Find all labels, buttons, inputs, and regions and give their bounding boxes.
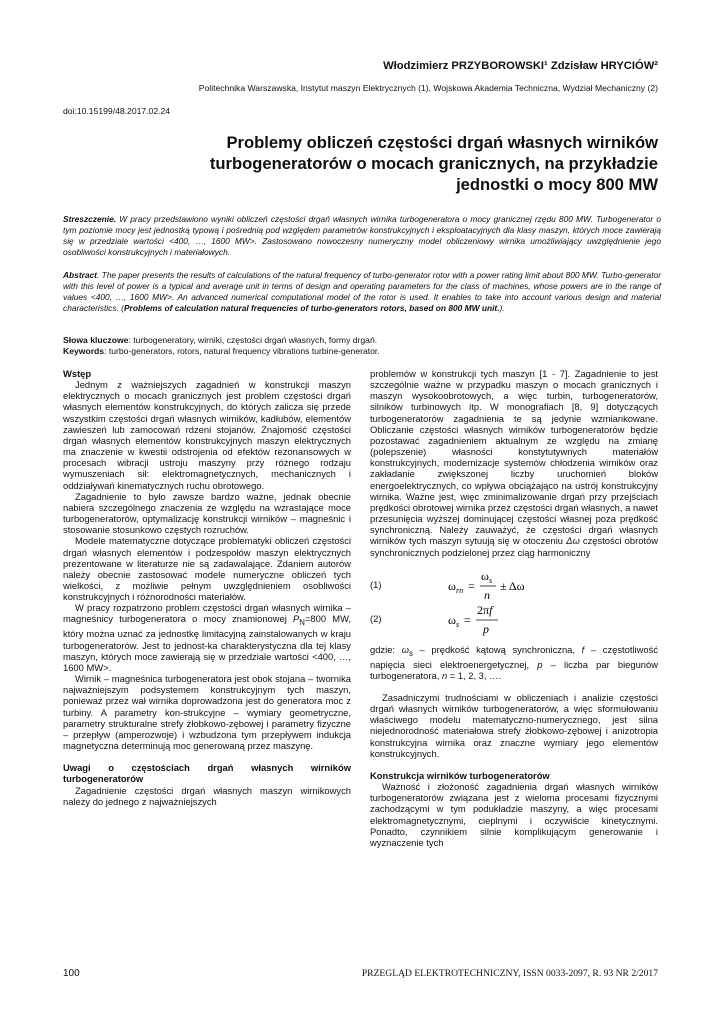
svg-text:± Δω: ± Δω	[500, 578, 525, 593]
svg-text:ω: ω	[448, 612, 456, 627]
subscript: s	[408, 648, 413, 658]
abstract-english-title: Problems of calculation natural frequencies of turbo-generators rotors, based on 800 MW unit.	[123, 303, 500, 314]
keywords-polish-text: : turbogeneratory, wirniki, częstości drgań własnych, formy drgań.	[128, 335, 378, 345]
keywords-english-label: Keywords	[63, 346, 105, 356]
svg-text:s: s	[456, 619, 460, 629]
svg-text:=: =	[468, 578, 475, 593]
symbol: ω	[401, 643, 409, 655]
paragraph: Wirnik – magneśnica turbogeneratora jest obok stojana – twornika najważniejszym podsystemem konstrukcyjnym tych maszyn, ponieważ przez wał wirnika doprowadzona jest do generatora moc z turbiny. A parametry kon-strukcyjne – wymiary geometryczne, parametry strukturalne strefy żłobkowo-zębowej i parametry fizyczne – przepływ (amperozwoje) i wzbudzona tym przepływem indukcja magnetyczna determinują moc generowaną przez maszynę.	[63, 673, 351, 752]
equation-2	[370, 602, 658, 636]
title-line: turbogeneratorów o mocach granicznych, na przykładzie	[209, 154, 658, 173]
svg-text:ω: ω	[448, 578, 456, 593]
keywords-english-text: : turbo-generators, rotors, natural frequency vibrations turbine-generator.	[104, 346, 380, 356]
text-run: częstości obrotów synchronicznych podzielonej przez ciąg harmoniczny	[370, 535, 658, 558]
page-number: 100	[63, 968, 80, 979]
abstract-english-label: Abstract	[63, 270, 97, 280]
paragraph: Jednym z ważniejszych zagadnień w konstrukcji maszyn elektrycznych o mocach granicznych jest problem częstości drgań własnych elementów konstrukcyjnych, do których zalicza się przede wszystkim częstości drgań własnych wirników, kadłubów, elementów zawieszeń lub zamocowań rdzeni stojanów. Znajomość częstości drgań własnych elementów konstrukcyjnych maszyn elektrycznych ma znaczenie w kwestii odstrojenia od efektów rezonansowych w procesach wibracji ustroju maszyny przy różnego rodzaju wymuszeniach sił: elektromagnetycznych, mechanicznych i oddziaływań kinematycznych ruchu obrotowego.	[63, 379, 351, 491]
equation-2-formula	[444, 602, 564, 636]
abstract-polish-text: W pracy przedstawiono wyniki obliczeń częstości drgań własnych wirnika turbogeneratora o mocy granicznej rzędu 800 MW. Turbogenerator o tym poziomie mocy jest jednostką typową i pośrednią pod względem parametrów konstrukcyjnych i eksploatacyjnych dla klasy maszyn, których moce zawierają się w przedziale wartości <400, …, 1600 MW>. Zastosowano nowoczesny numeryczny model obliczeniowy wirnika umożliwiający uwzględnienie jego osobliwości konstrukcyjnych i materiałowych.	[63, 214, 661, 258]
left-column	[63, 368, 351, 807]
svg-text:rn: rn	[456, 585, 464, 595]
title-line: Problemy obliczeń częstości drgań własnych wirników	[226, 133, 658, 152]
text-run: gdzie:	[370, 643, 402, 655]
keywords-polish	[63, 335, 377, 345]
equation-1-formula	[444, 568, 564, 602]
paragraph	[370, 368, 658, 558]
svg-text:=: =	[464, 612, 471, 627]
equation-number: (1)	[370, 578, 382, 590]
paragraph: Zagadnienie częstości drgań własnych maszyn wirnikowych należy do jednego z najważniejszych	[63, 784, 351, 807]
affiliations: Politechnika Warszawska, Instytut maszyn Elektrycznych (1), Wojskowa Akademia Techniczna, Wydział Mechaniczny (2)	[198, 83, 658, 93]
abstract-polish	[63, 214, 661, 258]
paragraph: Zagadnienie to było zawsze bardzo ważne, jednak obecnie nabiera szczególnego znaczenia ze względu na wzrastające moce turbogeneratorów, optymalizację konstrukcji wirników – magneśnic i stosowanie stosunkowo częstych rozruchów.	[63, 490, 351, 536]
text-run: = 1, 2, 3, ….	[447, 669, 502, 681]
section-heading-wstep: Wstęp	[63, 368, 92, 379]
text-run: – częstotliwość napięcia sieci elektroenergetycznej,	[370, 643, 659, 670]
symbol: f	[581, 643, 585, 655]
paragraph: Modele matematyczne dotyczące problematyki obliczeń częstości drgań własnych elementów i podzespołów maszyn elektrycznych prezentowane w literaturze nie są zadawalające. Zdaniem autorów należy obecnie zastosować modele numeryczne obliczeń tych wielkości, z możliwie pełnym uwzględnieniem osobliwości konstrukcyjnych i różnorodności materiałów.	[63, 535, 351, 603]
symbol: n	[441, 669, 448, 681]
keywords-polish-label: Słowa kluczowe	[63, 335, 129, 345]
svg-text:p: p	[483, 621, 489, 636]
equation-number: (2)	[370, 612, 382, 624]
authors: Włodzimierz PRZYBOROWSKI¹ Zdzisław HRYCIÓW²	[383, 60, 658, 72]
svg-text:ω: ω	[481, 568, 489, 583]
journal-footer: PRZEGLĄD ELEKTROTECHNICZNY, ISSN 0033-2097, R. 93 NR 2/2017	[361, 968, 658, 979]
doi: doi:10.15199/48.2017.02.24	[63, 106, 171, 116]
symbol: P	[293, 613, 300, 625]
abstract-english-end: ).	[499, 303, 505, 314]
symbol: Δω	[566, 535, 580, 547]
title-line: jednostki o mocy 800 MW	[456, 175, 658, 194]
svg-text:n: n	[484, 587, 490, 602]
abstract-english	[63, 270, 661, 314]
paragraph: Ważność i złożoność zagadnienia drgań własnych wirników turbogeneratorów związana jest z wieloma procesami fizycznymi zachodzącymi w tym podukładzie maszyny, a więc procesami elektromagnetycznymi, cieplnymi i oczywiście kinetycznymi. Ponadto, czynnikiem silnie komplikującym generowanie i wyznaczenie tych	[370, 781, 658, 848]
abstract-polish-label: Streszczenie.	[63, 214, 117, 224]
right-column	[370, 368, 658, 848]
paragraph: Zasadniczymi trudnościami w obliczeniach i analizie częstości drgań własnych wirników turbogeneratorów, a więc sformułowaniu właściwego modelu matematyczno-numerycznego, jest silna niejednorodność materiałowa strefy żłobkowo-zębowej i anizotropia konstrukcyjna wirnika oraz znaczne wymiary jego elementów konstrukcyjnych.	[370, 692, 658, 759]
equation-1	[370, 568, 658, 602]
svg-text:s: s	[489, 575, 493, 585]
text-run: problemów w konstrukcji tych maszyn [1 - 7]. Zagadnienie to jest szczególnie ważne w przypadku maszyn o mocach granicznych i maszyn wysokoobrotowych, a więc turbin, turbogeneratorów, silników turbinowych itp. W monografiach [8, 9] dotyczących turbogeneratorów zagadnienia te są jedynie wzmiankowane. Obliczanie częstości własnych wirników turbogeneratorów będzie pozostawać zagadnieniem aktualnym ze względu na zmianę (polepszenie) własności konstytutywnych materiałów konstrukcyjnych, modernizacje systemów chłodzenia wirników oraz zakładanie zwiększonej liczby uruchomień bloków energoelektrycznych, co wpływa obciążająco na ustrój konstrukcyjny wirnika. Ważne jest, więc zminimalizowanie drgań przy przejściach prędkości obrotowej wirnika przez częstości drgań własnych, a nawet przesunięcia wyższej dominującej częstości własnej poza prędkość synchroniczną. Należy zauważyć, że częstości drgań własnych wirników tych maszyn sytuują się w otoczeniu	[370, 368, 658, 547]
keywords-english	[63, 346, 380, 356]
text-run: =800 MW, który można uznać za jednostkę limitacyjną zainstalowanych w kraju turbogeneratorów. Jest to jednost-ka charakterystyczna dla tej klasy maszyn, których moce zawierają się w przedziale wartości <400, …, 1600 MW>.	[63, 613, 352, 673]
section-heading-konstrukcja: Konstrukcja wirników turbogeneratorów	[370, 769, 550, 781]
text-run: W pracy rozpatrzono problem częstości drgań własnych wirnika – magneśnicy turbogeneratora o mocy znamionowej	[63, 602, 351, 625]
abstract-english-text: . The paper presents the results of calculations of the natural frequency of turbo-generator rotor with a power rating limit about 800 MW. Turbo-generator with this level of power is a typical and average unit in terms of design and operating parameters for the class of machines, whose powers are in the range of values <400, …, 1600 MW>. An advanced numerical computational model of the rotor is used. It enables to take into account various design and material characteristics. (	[63, 270, 661, 314]
section-heading-uwagi: Uwagi o częstościach drgań własnych wirników turbogeneratorów	[63, 762, 351, 785]
symbol: p	[537, 658, 543, 670]
svg-text:2πf: 2πf	[477, 602, 493, 617]
text-run: – liczba par biegunów turbogeneratora,	[370, 658, 658, 681]
text-run: – prędkość kątową synchroniczna,	[412, 643, 582, 655]
paper-title	[98, 132, 658, 195]
paragraph	[370, 644, 658, 681]
subscript: N	[299, 618, 305, 628]
paragraph	[63, 602, 351, 673]
